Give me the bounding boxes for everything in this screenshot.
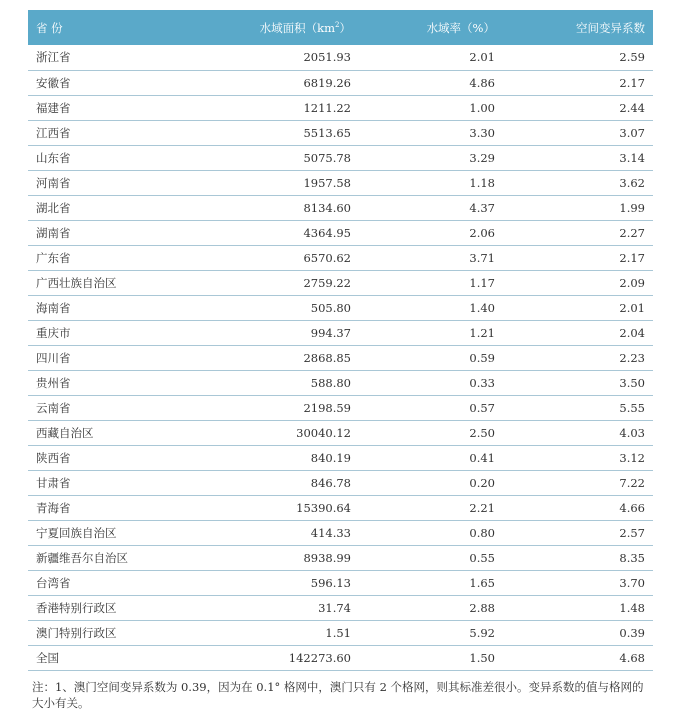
table-row bbox=[28, 345, 653, 370]
cell-area: 6570.62 bbox=[192, 245, 357, 270]
cell-province: 云南省 bbox=[28, 395, 192, 420]
cell-province: 西藏自治区 bbox=[28, 420, 192, 445]
table-row bbox=[28, 45, 653, 70]
cell-area: 5075.78 bbox=[192, 145, 357, 170]
cell-rate: 1.00 bbox=[357, 95, 517, 120]
cell-province: 香港特别行政区 bbox=[28, 595, 192, 620]
cell-province: 新疆维吾尔自治区 bbox=[28, 545, 192, 570]
cell-rate: 0.59 bbox=[357, 345, 517, 370]
table-header bbox=[28, 10, 653, 45]
cell-cv: 7.22 bbox=[517, 470, 653, 495]
cell-rate: 0.55 bbox=[357, 545, 517, 570]
cell-cv: 2.17 bbox=[517, 70, 653, 95]
cell-cv: 2.57 bbox=[517, 520, 653, 545]
cell-rate: 1.65 bbox=[357, 570, 517, 595]
cell-rate: 1.21 bbox=[357, 320, 517, 345]
table-row bbox=[28, 420, 653, 445]
table-row bbox=[28, 620, 653, 645]
table-row bbox=[28, 220, 653, 245]
cell-area: 505.80 bbox=[192, 295, 357, 320]
cell-cv: 4.03 bbox=[517, 420, 653, 445]
data-table-container bbox=[28, 10, 653, 671]
cell-area: 994.37 bbox=[192, 320, 357, 345]
cell-rate: 1.18 bbox=[357, 170, 517, 195]
cell-province: 浙江省 bbox=[28, 45, 192, 70]
table-row bbox=[28, 545, 653, 570]
cell-area: 1957.58 bbox=[192, 170, 357, 195]
footnote: 注：1、澳门空间变异系数为 0.39，因为在 0.1° 格网中，澳门只有 2 个格网，则其标准差很小。变异系数的值与格网的大小有关。 bbox=[32, 680, 644, 710]
cell-cv: 8.35 bbox=[517, 545, 653, 570]
cell-cv: 2.01 bbox=[517, 295, 653, 320]
cell-area: 31.74 bbox=[192, 595, 357, 620]
table-row bbox=[28, 495, 653, 520]
cell-cv: 2.27 bbox=[517, 220, 653, 245]
cell-rate: 3.30 bbox=[357, 120, 517, 145]
cell-cv: 2.17 bbox=[517, 245, 653, 270]
cell-area: 596.13 bbox=[192, 570, 357, 595]
cell-province: 贵州省 bbox=[28, 370, 192, 395]
cell-province: 青海省 bbox=[28, 495, 192, 520]
cell-area: 8134.60 bbox=[192, 195, 357, 220]
cell-cv: 4.66 bbox=[517, 495, 653, 520]
table-row bbox=[28, 320, 653, 345]
cell-province: 台湾省 bbox=[28, 570, 192, 595]
cell-cv: 2.59 bbox=[517, 45, 653, 70]
cell-province: 全国 bbox=[28, 645, 192, 670]
table-row bbox=[28, 70, 653, 95]
header-area bbox=[192, 10, 357, 45]
cell-cv: 3.07 bbox=[517, 120, 653, 145]
table-row bbox=[28, 95, 653, 120]
table-row bbox=[28, 170, 653, 195]
header-cv: 空间变异系数 bbox=[517, 10, 653, 45]
table-body bbox=[28, 45, 653, 670]
cell-rate: 4.86 bbox=[357, 70, 517, 95]
cell-area: 8938.99 bbox=[192, 545, 357, 570]
table-row bbox=[28, 395, 653, 420]
cell-province: 四川省 bbox=[28, 345, 192, 370]
table-row bbox=[28, 570, 653, 595]
cell-rate: 2.06 bbox=[357, 220, 517, 245]
cell-cv: 2.44 bbox=[517, 95, 653, 120]
cell-area: 15390.64 bbox=[192, 495, 357, 520]
cell-area: 6819.26 bbox=[192, 70, 357, 95]
cell-rate: 0.57 bbox=[357, 395, 517, 420]
cell-rate: 3.29 bbox=[357, 145, 517, 170]
cell-cv: 3.14 bbox=[517, 145, 653, 170]
cell-area: 2051.93 bbox=[192, 45, 357, 70]
table-row bbox=[28, 195, 653, 220]
cell-rate: 5.92 bbox=[357, 620, 517, 645]
cell-province: 江西省 bbox=[28, 120, 192, 145]
table-row bbox=[28, 470, 653, 495]
cell-rate: 2.88 bbox=[357, 595, 517, 620]
cell-cv: 2.23 bbox=[517, 345, 653, 370]
cell-cv: 3.70 bbox=[517, 570, 653, 595]
cell-rate: 1.17 bbox=[357, 270, 517, 295]
cell-province: 安徽省 bbox=[28, 70, 192, 95]
cell-province: 宁夏回族自治区 bbox=[28, 520, 192, 545]
cell-area: 4364.95 bbox=[192, 220, 357, 245]
table-row bbox=[28, 270, 653, 295]
cell-province: 广西壮族自治区 bbox=[28, 270, 192, 295]
cell-province: 广东省 bbox=[28, 245, 192, 270]
cell-rate: 2.21 bbox=[357, 495, 517, 520]
cell-rate: 1.40 bbox=[357, 295, 517, 320]
table-row bbox=[28, 520, 653, 545]
cell-cv: 4.68 bbox=[517, 645, 653, 670]
cell-rate: 4.37 bbox=[357, 195, 517, 220]
header-area-superscript: 2 bbox=[335, 20, 340, 29]
cell-area: 1211.22 bbox=[192, 95, 357, 120]
cell-rate: 0.80 bbox=[357, 520, 517, 545]
cell-province: 湖南省 bbox=[28, 220, 192, 245]
cell-rate: 2.50 bbox=[357, 420, 517, 445]
cell-area: 588.80 bbox=[192, 370, 357, 395]
cell-province: 澳门特别行政区 bbox=[28, 620, 192, 645]
cell-cv: 1.99 bbox=[517, 195, 653, 220]
cell-area: 5513.65 bbox=[192, 120, 357, 145]
cell-area: 30040.12 bbox=[192, 420, 357, 445]
cell-area: 846.78 bbox=[192, 470, 357, 495]
cell-area: 2759.22 bbox=[192, 270, 357, 295]
cell-area: 1.51 bbox=[192, 620, 357, 645]
cell-province: 陕西省 bbox=[28, 445, 192, 470]
cell-area: 2868.85 bbox=[192, 345, 357, 370]
cell-cv: 5.55 bbox=[517, 395, 653, 420]
cell-province: 山东省 bbox=[28, 145, 192, 170]
cell-province: 湖北省 bbox=[28, 195, 192, 220]
cell-province: 福建省 bbox=[28, 95, 192, 120]
table-row bbox=[28, 295, 653, 320]
header-area-close: ） bbox=[339, 20, 351, 35]
water-area-table bbox=[28, 10, 653, 671]
header-area-label: 水域面积（km bbox=[259, 20, 336, 35]
table-row bbox=[28, 245, 653, 270]
header-rate: 水域率（%） bbox=[357, 10, 517, 45]
header-row bbox=[28, 10, 653, 45]
cell-rate: 2.01 bbox=[357, 45, 517, 70]
cell-cv: 3.62 bbox=[517, 170, 653, 195]
cell-cv: 3.12 bbox=[517, 445, 653, 470]
table-row bbox=[28, 595, 653, 620]
cell-rate: 3.71 bbox=[357, 245, 517, 270]
cell-cv: 2.09 bbox=[517, 270, 653, 295]
cell-rate: 1.50 bbox=[357, 645, 517, 670]
table-row bbox=[28, 145, 653, 170]
cell-area: 414.33 bbox=[192, 520, 357, 545]
header-province: 省 份 bbox=[28, 10, 192, 45]
cell-province: 河南省 bbox=[28, 170, 192, 195]
cell-province: 重庆市 bbox=[28, 320, 192, 345]
cell-cv: 3.50 bbox=[517, 370, 653, 395]
cell-cv: 1.48 bbox=[517, 595, 653, 620]
cell-cv: 2.04 bbox=[517, 320, 653, 345]
table-row bbox=[28, 445, 653, 470]
cell-rate: 0.41 bbox=[357, 445, 517, 470]
table-row bbox=[28, 370, 653, 395]
table-row bbox=[28, 645, 653, 670]
cell-rate: 0.33 bbox=[357, 370, 517, 395]
cell-province: 海南省 bbox=[28, 295, 192, 320]
cell-cv: 0.39 bbox=[517, 620, 653, 645]
cell-area: 840.19 bbox=[192, 445, 357, 470]
cell-area: 142273.60 bbox=[192, 645, 357, 670]
cell-province: 甘肃省 bbox=[28, 470, 192, 495]
cell-area: 2198.59 bbox=[192, 395, 357, 420]
cell-rate: 0.20 bbox=[357, 470, 517, 495]
table-row bbox=[28, 120, 653, 145]
